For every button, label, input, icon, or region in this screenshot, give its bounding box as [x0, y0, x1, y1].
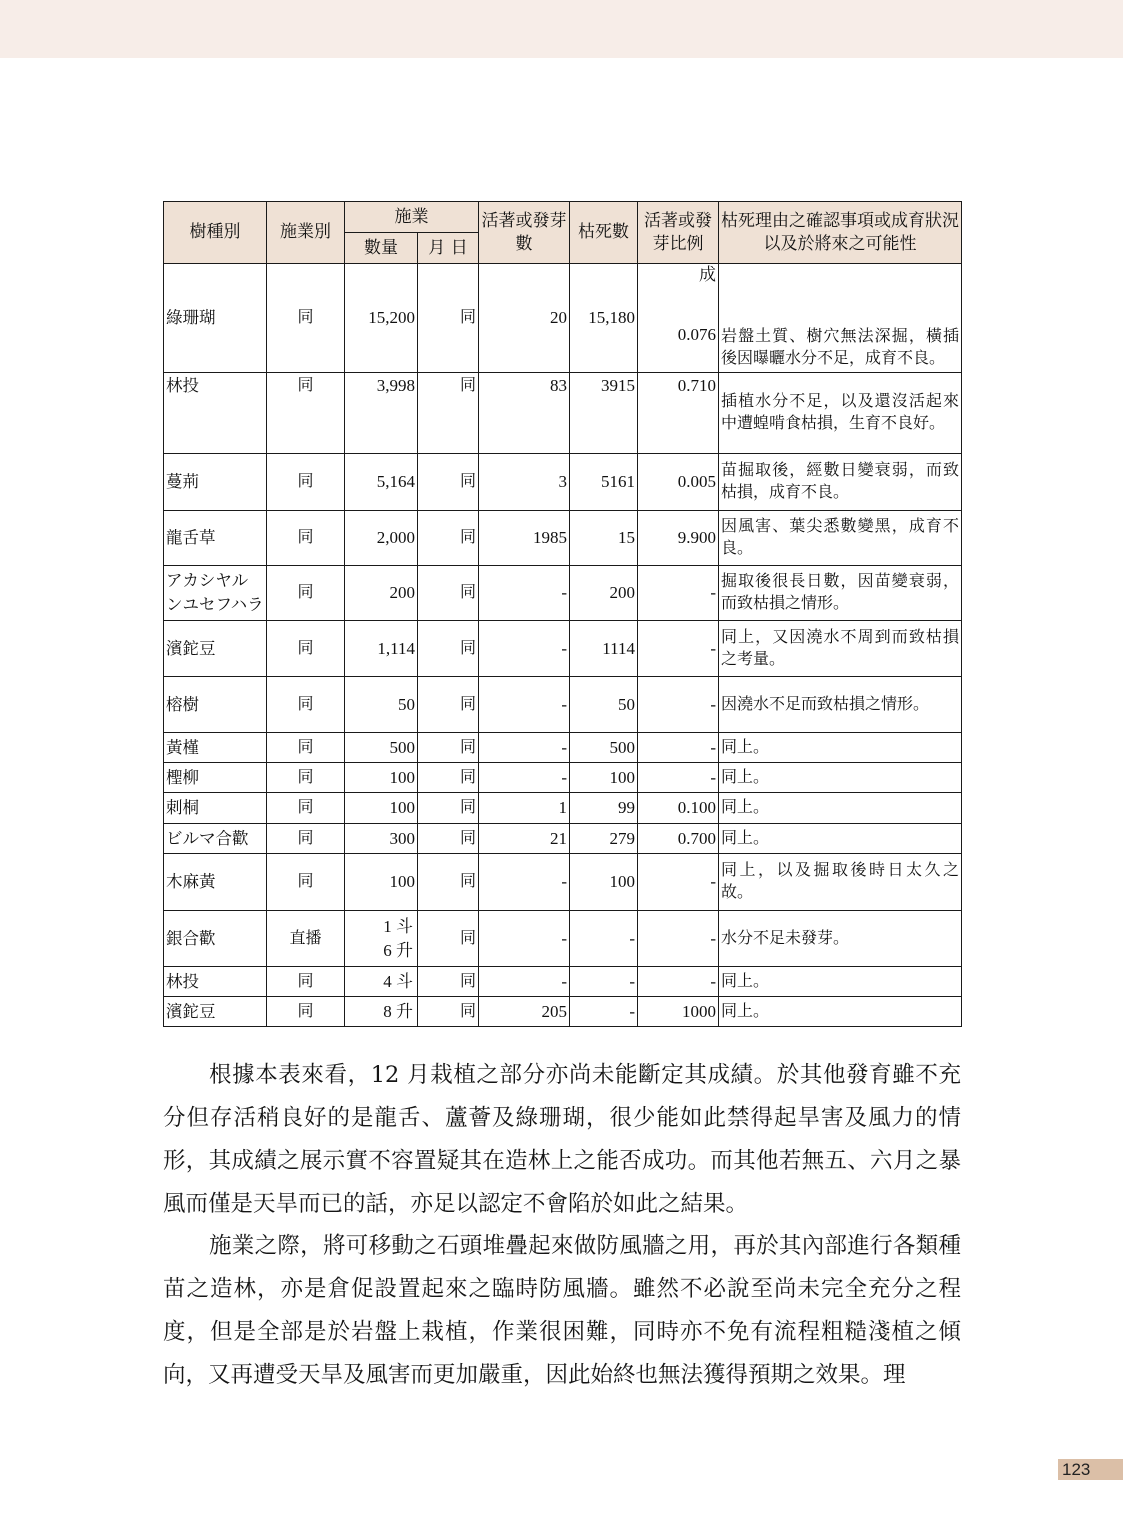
cell-species: 木麻黃	[164, 854, 267, 911]
cell-reason: 同上，以及掘取後時日太久之故。	[719, 854, 962, 911]
table-body	[164, 264, 962, 1027]
planting-results-table	[163, 201, 962, 1027]
cell-dead: 50	[570, 677, 638, 733]
table-row	[164, 677, 962, 733]
cell-date: 同	[418, 511, 479, 566]
cell-dead: 5161	[570, 454, 638, 511]
table-row	[164, 763, 962, 793]
cell-species: 綠珊瑚	[164, 264, 267, 373]
cell-survived: -	[479, 967, 570, 997]
cell-quantity: 3,998	[345, 373, 418, 454]
cell-method: 同	[267, 566, 345, 621]
cell-survived: -	[479, 566, 570, 621]
top-decorative-band	[0, 0, 1123, 58]
cell-reason: 同上。	[719, 967, 962, 997]
cell-survived: 205	[479, 997, 570, 1027]
cell-ratio: 0.700	[638, 824, 719, 854]
cell-reason: 水分不足未發芽。	[719, 911, 962, 967]
cell-dead: 279	[570, 824, 638, 854]
cell-ratio: -	[638, 967, 719, 997]
cell-survived: 1	[479, 793, 570, 824]
cell-date: 同	[418, 793, 479, 824]
table-row	[164, 454, 962, 511]
cell-dead: 100	[570, 854, 638, 911]
page-number: 123	[1058, 1459, 1123, 1480]
cell-survived: 1985	[479, 511, 570, 566]
cell-date: 同	[418, 854, 479, 911]
cell-ratio: -	[638, 621, 719, 677]
cell-reason: 因澆水不足而致枯損之情形。	[719, 677, 962, 733]
cell-method: 同	[267, 677, 345, 733]
cell-ratio: -	[638, 854, 719, 911]
cell-quantity: 500	[345, 733, 418, 763]
cell-survived: -	[479, 733, 570, 763]
cell-date: 同	[418, 373, 479, 454]
cell-quantity: 2,000	[345, 511, 418, 566]
cell-ratio: -	[638, 911, 719, 967]
cell-quantity: 8 升	[345, 997, 418, 1027]
cell-ratio: -	[638, 566, 719, 621]
header-method: 施業別	[267, 202, 345, 264]
body-paragraph: 施業之際，將可移動之石頭堆疊起來做防風牆之用，再於其內部進行各類種苗之造林，亦是倉促設置起來之臨時防風牆。雖然不必說至尚未完全充分之程度，但是全部是於岩盤上栽植，作業很困難，同時亦不免有流程粗糙淺植之傾向，又再遭受天旱及風害而更加嚴重，因此始終也無法獲得預期之效果。理	[163, 1233, 961, 1388]
cell-quantity: 1 斗 6 升	[345, 911, 418, 967]
cell-dead: 15	[570, 511, 638, 566]
table-row	[164, 373, 962, 454]
header-species: 樹種別	[164, 202, 267, 264]
table-row	[164, 967, 962, 997]
cell-quantity: 4 斗	[345, 967, 418, 997]
body-paragraph: 根據本表來看，12 月栽植之部分亦尚未能斷定其成績。於其他發育雖不充分但存活稍良好的是龍舌、蘆薈及綠珊瑚，很少能如此禁得起旱害及風力的情形，其成績之展示實不容置疑其在造林上之能否成功。而其他若無五、六月之暴風而僅是天旱而已的話，亦足以認定不會陷於如此之結果。	[163, 1062, 961, 1217]
cell-survived: -	[479, 911, 570, 967]
cell-method: 同	[267, 454, 345, 511]
cell-dead: 3915	[570, 373, 638, 454]
cell-ratio: 0.005	[638, 454, 719, 511]
cell-method: 同	[267, 621, 345, 677]
cell-method: 同	[267, 997, 345, 1027]
cell-species: アカシヤルンユセフハラ	[164, 566, 267, 621]
cell-survived: -	[479, 763, 570, 793]
cell-reason: 苗掘取後，經數日變衰弱，而致枯損，成育不良。	[719, 454, 962, 511]
table-row	[164, 264, 962, 373]
cell-reason: 同上。	[719, 793, 962, 824]
cell-date: 同	[418, 967, 479, 997]
cell-dead: 100	[570, 763, 638, 793]
cell-date: 同	[418, 264, 479, 373]
cell-species: ビルマ合歡	[164, 824, 267, 854]
header-survived: 活著或發芽數	[479, 202, 570, 264]
table-header-row	[164, 202, 962, 233]
cell-survived: 83	[479, 373, 570, 454]
table-row	[164, 566, 962, 621]
cell-ratio: -	[638, 763, 719, 793]
cell-dead: 99	[570, 793, 638, 824]
cell-reason: 同上，又因澆水不周到而致枯損之考量。	[719, 621, 962, 677]
table-row	[164, 511, 962, 566]
cell-ratio: -	[638, 733, 719, 763]
cell-reason: 同上。	[719, 997, 962, 1027]
cell-ratio: 9.900	[638, 511, 719, 566]
cell-species: 林投	[164, 373, 267, 454]
cell-reason: 同上。	[719, 824, 962, 854]
cell-method: 同	[267, 967, 345, 997]
cell-dead: 1114	[570, 621, 638, 677]
table-row	[164, 621, 962, 677]
cell-dead: 200	[570, 566, 638, 621]
cell-survived: 3	[479, 454, 570, 511]
header-operation-group: 施業	[345, 202, 479, 233]
cell-method: 同	[267, 733, 345, 763]
cell-ratio: -	[638, 677, 719, 733]
cell-reason: 因風害、葉尖悉數變黑，成育不良。	[719, 511, 962, 566]
cell-method: 同	[267, 824, 345, 854]
cell-species: 檉柳	[164, 763, 267, 793]
cell-survived: 21	[479, 824, 570, 854]
cell-method: 同	[267, 854, 345, 911]
header-dead: 枯死數	[570, 202, 638, 264]
header-reason: 枯死理由之確認事項或成育狀況以及於將來之可能性	[719, 202, 962, 264]
cell-quantity: 5,164	[345, 454, 418, 511]
cell-date: 同	[418, 621, 479, 677]
cell-survived: -	[479, 621, 570, 677]
cell-survived: 20	[479, 264, 570, 373]
cell-species: 蔓荊	[164, 454, 267, 511]
table-row	[164, 733, 962, 763]
cell-quantity: 1,114	[345, 621, 418, 677]
cell-ratio	[638, 264, 719, 373]
cell-quantity: 15,200	[345, 264, 418, 373]
cell-ratio: 1000	[638, 997, 719, 1027]
cell-quantity: 200	[345, 566, 418, 621]
cell-reason: 掘取後很長日數，因苗變衰弱，而致枯損之情形。	[719, 566, 962, 621]
cell-quantity: 50	[345, 677, 418, 733]
table-row	[164, 793, 962, 824]
cell-dead: 15,180	[570, 264, 638, 373]
cell-date: 同	[418, 566, 479, 621]
cell-ratio: 0.100	[638, 793, 719, 824]
table-row	[164, 824, 962, 854]
cell-species: 榕樹	[164, 677, 267, 733]
cell-date: 同	[418, 763, 479, 793]
cell-species: 黃槿	[164, 733, 267, 763]
cell-date: 同	[418, 997, 479, 1027]
cell-date: 同	[418, 911, 479, 967]
cell-species: 濱鉈豆	[164, 621, 267, 677]
table-row	[164, 911, 962, 967]
cell-dead: 500	[570, 733, 638, 763]
cell-species: 銀合歡	[164, 911, 267, 967]
cell-date: 同	[418, 824, 479, 854]
cell-species: 龍舌草	[164, 511, 267, 566]
cell-method: 同	[267, 511, 345, 566]
cell-quantity: 100	[345, 793, 418, 824]
cell-ratio: 0.710	[638, 373, 719, 454]
cell-method: 直播	[267, 911, 345, 967]
cell-quantity: 300	[345, 824, 418, 854]
cell-survived: -	[479, 677, 570, 733]
table-row	[164, 997, 962, 1027]
header-quantity: 數量	[345, 233, 418, 264]
cell-species: 林投	[164, 967, 267, 997]
cell-survived: -	[479, 854, 570, 911]
cell-quantity: 100	[345, 763, 418, 793]
cell-date: 同	[418, 454, 479, 511]
cell-date: 同	[418, 677, 479, 733]
cell-method: 同	[267, 793, 345, 824]
cell-reason: 同上。	[719, 733, 962, 763]
cell-method: 同	[267, 763, 345, 793]
cell-reason: 插植水分不足，以及還沒活起來中遭蝗啃食枯損，生育不良好。	[719, 373, 962, 454]
cell-method: 同	[267, 373, 345, 454]
cell-dead: -	[570, 967, 638, 997]
cell-method: 同	[267, 264, 345, 373]
cell-dead: -	[570, 997, 638, 1027]
cell-quantity: 100	[345, 854, 418, 911]
ratio-unit-label: 成	[699, 265, 716, 285]
cell-reason: 同上。	[719, 763, 962, 793]
ratio-value: 0.076	[677, 325, 716, 344]
header-date: 月 日	[418, 233, 479, 264]
cell-reason: 岩盤土質、樹穴無法深掘，橫插後因曝曬水分不足，成育不良。	[719, 264, 962, 373]
header-ratio: 活著或發芽比例	[638, 202, 719, 264]
cell-species: 刺桐	[164, 793, 267, 824]
table-row	[164, 854, 962, 911]
cell-date: 同	[418, 733, 479, 763]
cell-species: 濱鉈豆	[164, 997, 267, 1027]
cell-dead: -	[570, 911, 638, 967]
